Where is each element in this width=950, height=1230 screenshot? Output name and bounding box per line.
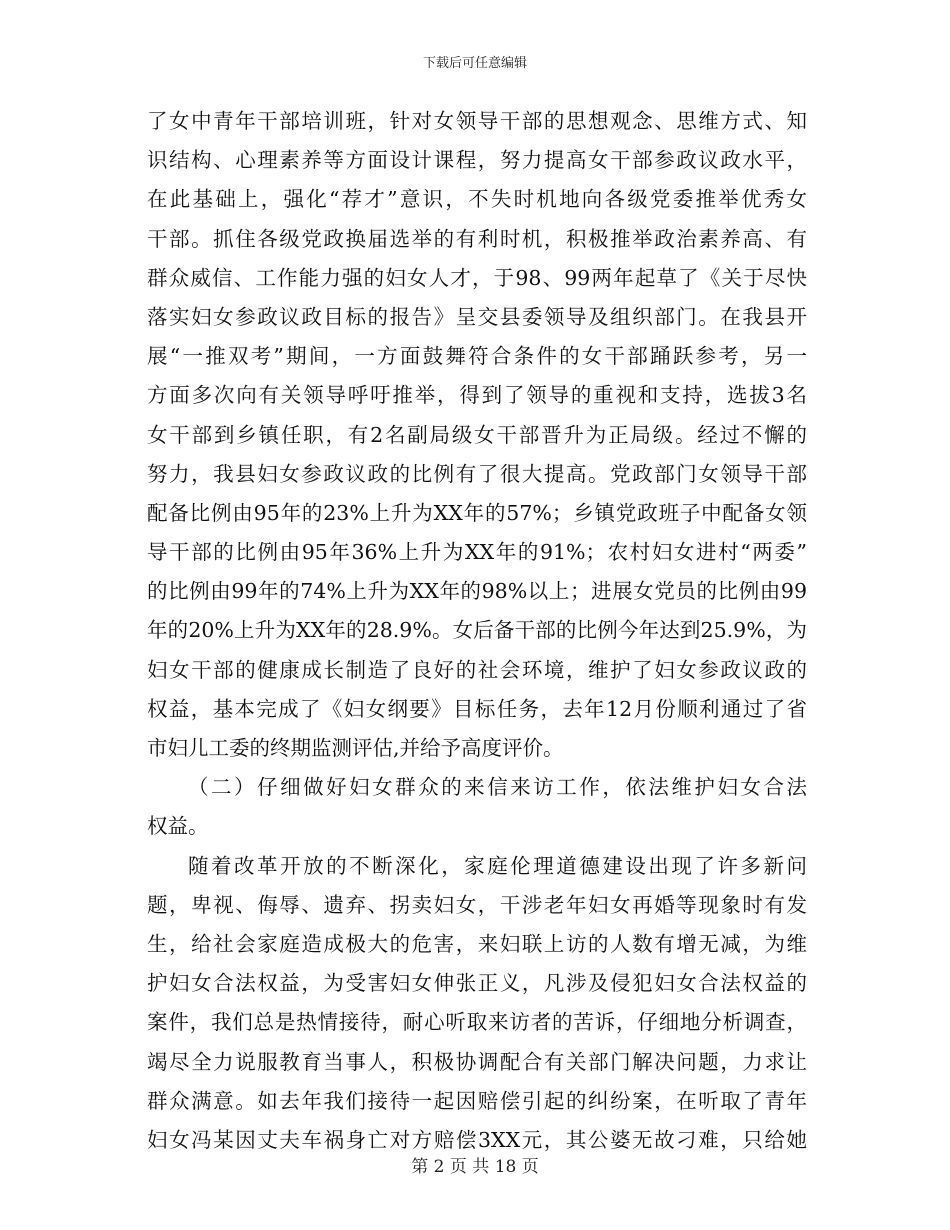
body-line: 权益，基本完成了《妇女纲要》目标任务，去年12月份顺利通过了省	[147, 696, 807, 721]
body-line: 识结构、心理素养等方面设计课程，努力提高女干部参政议政水平，	[147, 148, 807, 173]
page-header: 下载后可任意编辑	[422, 56, 527, 71]
body-line: 的比例由99年的74%上升为XX年的98%以上；进展女党员的比例由99	[147, 579, 807, 604]
body-line: 导干部的比例由95年36%上升为XX年的91%；农村妇女进村“两委”	[147, 540, 807, 565]
body-line: 在此基础上，强化“荐才”意识，不失时机地向各级党委推举优秀女	[147, 187, 807, 212]
body-line: 妇女干部的健康成长制造了良好的社会环境，维护了妇女参政议政的	[147, 657, 807, 682]
body-line: 案件，我们总是热情接待，耐心听取来访者的苦诉，仔细地分析调查，	[147, 1010, 807, 1035]
body-line: 努力，我县妇女参政议政的比例有了很大提高。党政部门女领导干部	[147, 461, 807, 486]
section-heading-line: （二）仔细做好妇女群众的来信来访工作，依法维护妇女合法	[188, 775, 807, 800]
body-line: 妇女冯某因丈夫车祸身亡对方赔偿3XX元，其公婆无故刁难，只给她	[147, 1127, 807, 1152]
body-line: 竭尽全力说服教育当事人，积极协调配合有关部门解决问题，力求让	[147, 1049, 807, 1074]
body-line: 年的20%上升为XX年的28.9%。女后备干部的比例今年达到25.9%，为	[147, 618, 807, 643]
body-line: 落实妇女参政议政目标的报告》呈交县委领导及组织部门。在我县开	[147, 304, 807, 329]
body-line: 干部。抓住各级党政换届选举的有利时机，积极推举政治素养高、有	[147, 226, 807, 251]
body-line: 女干部到乡镇任职，有2名副局级女干部晋升为正局级。经过不懈的	[147, 422, 807, 447]
body-line: 生，给社会家庭造成极大的危害，来妇联上访的人数有增无减，为维	[147, 931, 807, 956]
page-footer: 第 2 页 共 18 页	[411, 1157, 539, 1177]
body-line: 群众威信、工作能力强的妇女人才，于98、99两年起草了《关于尽快	[147, 265, 807, 290]
body-line: 方面多次向有关领导呼吁推举，得到了领导的重视和支持，选拔3名	[147, 383, 807, 408]
body-line: 随着改革开放的不断深化，家庭伦理道德建设出现了许多新问	[188, 853, 807, 878]
body-line: 市妇儿工委的终期监测评估,并给予高度评价。	[147, 736, 564, 760]
body-line: 护妇女合法权益，为受害妇女伸张正义，凡涉及侵犯妇女合法权益的	[147, 971, 807, 996]
document-body	[147, 102, 807, 1160]
body-line: 展“一推双考”期间，一方面鼓舞符合条件的女干部踊跃参考，另一	[147, 344, 807, 369]
body-line: 群众满意。如去年我们接待一起因赔偿引起的纠纷案，在听取了青年	[147, 1088, 807, 1113]
body-line: 了女中青年干部培训班，针对女领导干部的思想观念、思维方式、知	[147, 109, 807, 133]
body-line: 配备比例由95年的23%上升为XX年的57%；乡镇党政班子中配备女领	[147, 500, 807, 525]
body-line: 题，卑视、侮辱、遗弃、拐卖妇女，干涉老年妇女再婚等现象时有发	[147, 892, 807, 917]
section-heading-line: 权益。	[147, 814, 209, 839]
